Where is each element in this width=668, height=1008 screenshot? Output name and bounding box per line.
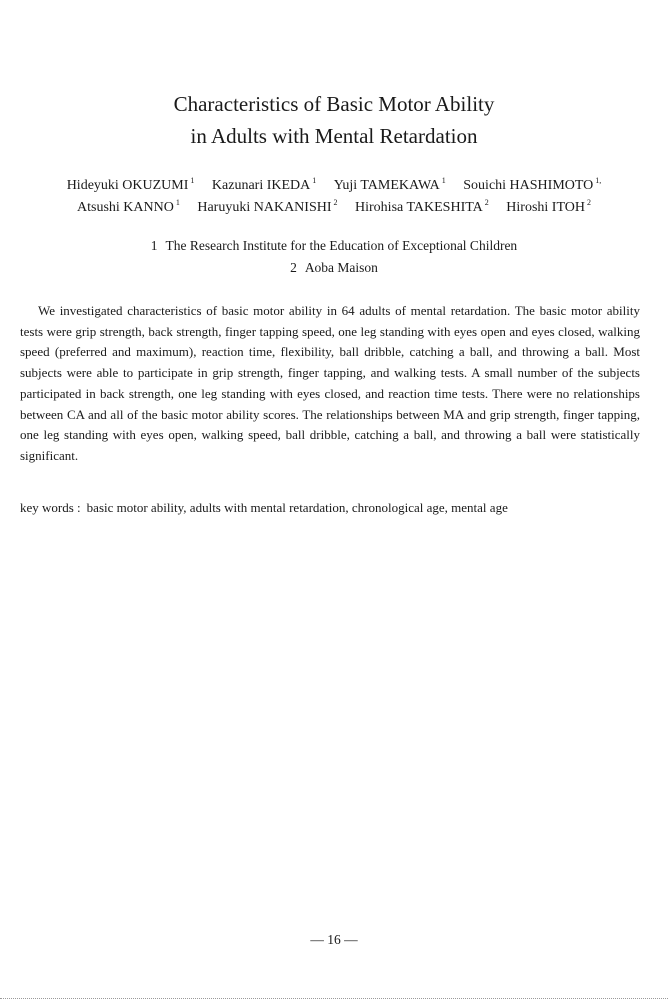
- title-line-1: Characteristics of Basic Motor Ability: [173, 92, 495, 116]
- author: Hideyuki OKUZUMI $^1$: [66, 176, 195, 193]
- author: Haruyuki NAKANISHI $^2$: [197, 198, 338, 215]
- affiliation-2: 2 Aoba Maison: [290, 260, 378, 275]
- author: Souichi HASHIMOTO $^{1,}$: [463, 176, 602, 193]
- author: Hirohisa TAKESHITA $^2$: [355, 198, 489, 215]
- author: Atsushi KANNO $^1$: [77, 198, 180, 215]
- page-number: — 16 —: [310, 932, 358, 947]
- keywords-label: key words :: [20, 500, 81, 515]
- keywords-text: basic motor ability, adults with mental retardation, chronological age, mental age: [86, 500, 508, 515]
- title-line-2: in Adults with Mental Retardation: [190, 124, 478, 148]
- author: Yuji TAMEKAWA $^1$: [333, 176, 446, 193]
- author-row-2: [0, 193, 668, 218]
- abstract: We investigated characteristics of basic motor ability in 64 adults of mental retardation. The basic motor ability tests were grip strength, back strength, finger tapping speed, one leg standing with eyes open and eyes closed, walking speed (preferred and maximum), reaction time, flexibility, ball dribble, catching a ball, and throwing a ball. Most subjects were able to participate in grip strength, finger tapping, and walking tests. A small number of the subjects participated in back strength, one leg standing with eyes closed, and reaction time tests. There were no relationships between CA and all of the basic motor ability scores. The relationships between MA and grip strength, finger tapping, one leg standing with eyes open, walking speed, ball dribble, catching a ball, and throwing a ball were statistically significant.: [20, 303, 640, 463]
- keywords: [20, 498, 640, 518]
- page-bottom-divider: [0, 998, 668, 999]
- author: Kazunari IKEDA $^1$: [211, 176, 317, 193]
- author: Hiroshi ITOH $^2$: [506, 198, 591, 215]
- affiliation-1: 1 The Research Institute for the Education of Exceptional Children: [150, 238, 518, 253]
